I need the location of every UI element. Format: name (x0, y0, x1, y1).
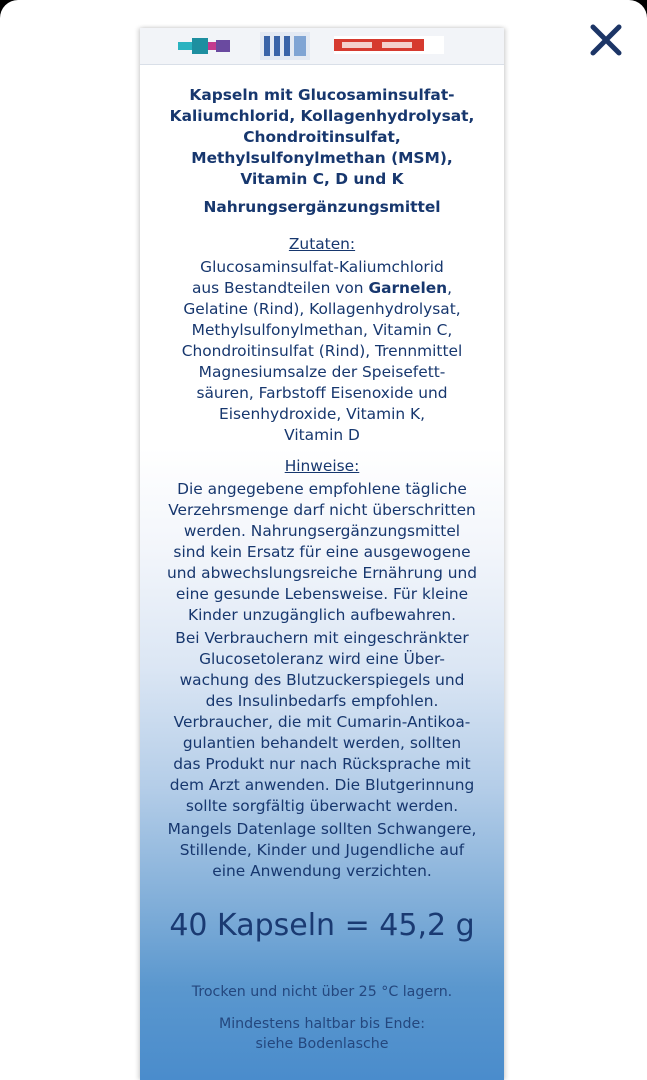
notes-line: werden. Nahrungsergänzungsmittel (183, 522, 461, 540)
product-description-line: Kapseln mit Glucosaminsulfat- (189, 86, 455, 104)
ingredients-line: Glucosaminsulfat-Kaliumchlorid (200, 258, 444, 276)
ingredients-text: , (447, 279, 453, 297)
notes-paragraph-2 (140, 628, 504, 817)
label-strip-icon (334, 36, 444, 54)
ingredients-line: Methylsulfonylmethan, Vitamin C, (191, 321, 453, 339)
notes-line: das Produkt nur nach Rücksprache mit (173, 755, 471, 773)
ingredients-line: Magnesiumsalze der Speisefett- (198, 363, 446, 381)
close-icon (586, 20, 626, 60)
ingredients-line (140, 278, 504, 299)
close-button[interactable] (586, 20, 626, 60)
package-quantity: 40 Kapseln = 45,2 g (169, 908, 475, 943)
ingredients-text: aus Bestandteilen von (191, 279, 369, 297)
notes-line: des Insulinbedarfs empfohlen. (205, 692, 439, 710)
notes-line: und abwechslungsreiche Ernährung und (166, 564, 478, 582)
notes-line: sollte sorgfältig überwacht werden. (185, 797, 459, 815)
notes-line: sind kein Ersatz für eine ausgewogene (173, 543, 471, 561)
package-top-flap (140, 28, 504, 65)
ingredients-line: Chondroitinsulfat (Rind), Trennmittel (181, 342, 463, 360)
storage-instructions: Trocken und nicht über 25 °C lagern. (191, 984, 453, 1000)
notes-line: Stillende, Kinder und Jugendliche auf (179, 841, 465, 859)
notes-line: Die angegebene empfohlene tägliche (177, 480, 467, 498)
brand-logo-icon (260, 32, 310, 60)
notes-heading: Hinweise: (284, 457, 360, 475)
ingredients-line: Gelatine (Rind), Kollagenhydrolysat, (183, 300, 461, 318)
product-description-line: Methylsulfonylmethan (MSM), (191, 149, 453, 167)
notes-paragraph-1 (140, 479, 504, 626)
notes-line: Mangels Datenlage sollten Schwangere, (167, 820, 477, 838)
notes-line: eine Anwendung verzichten. (212, 862, 432, 880)
product-description (140, 85, 504, 190)
product-package-image (140, 28, 504, 1080)
notes-line: gulantien behandelt werden, sollten (182, 734, 462, 752)
notes-line: Verzehrsmenge darf nicht überschritten (168, 501, 476, 519)
notes-line: Verbraucher, die mit Cumarin-Antikoa- (173, 713, 471, 731)
notes-line: Glucosetoleranz wird eine Über- (199, 650, 445, 668)
notes-line: wachung des Blutzuckerspiegels und (179, 671, 465, 689)
ingredients-line: säuren, Farbstoff Eisenoxide und (196, 384, 448, 402)
notes-line: Kinder unzugänglich aufbewahren. (187, 606, 457, 624)
ingredients-heading: Zutaten: (288, 235, 356, 253)
allergen-text: Garnelen (368, 279, 448, 297)
notes-line: Bei Verbrauchern mit eingeschränkter (175, 629, 469, 647)
ingredients-line: Eisenhydroxide, Vitamin K, (218, 405, 426, 423)
ingredients-line: Vitamin D (284, 426, 360, 444)
product-category: Nahrungsergänzungsmittel (203, 198, 441, 216)
notes-paragraph-3 (140, 819, 504, 882)
product-description-line: Vitamin C, D und K (240, 170, 404, 188)
notes-line: dem Arzt anwenden. Die Blutgerinnung (169, 776, 475, 794)
brand-graphic-icon (178, 36, 230, 56)
best-before-line: siehe Bodenlasche (255, 1036, 389, 1052)
best-before-note (140, 1014, 504, 1054)
notes-line: eine gesunde Lebensweise. Für kleine (175, 585, 469, 603)
product-description-line: Kaliumchlorid, Kollagenhydrolysat, (169, 107, 475, 125)
ingredients-list (140, 257, 504, 446)
best-before-line: Mindestens haltbar bis Ende: (218, 1016, 426, 1032)
product-description-line: Chondroitinsulfat, (243, 128, 401, 146)
